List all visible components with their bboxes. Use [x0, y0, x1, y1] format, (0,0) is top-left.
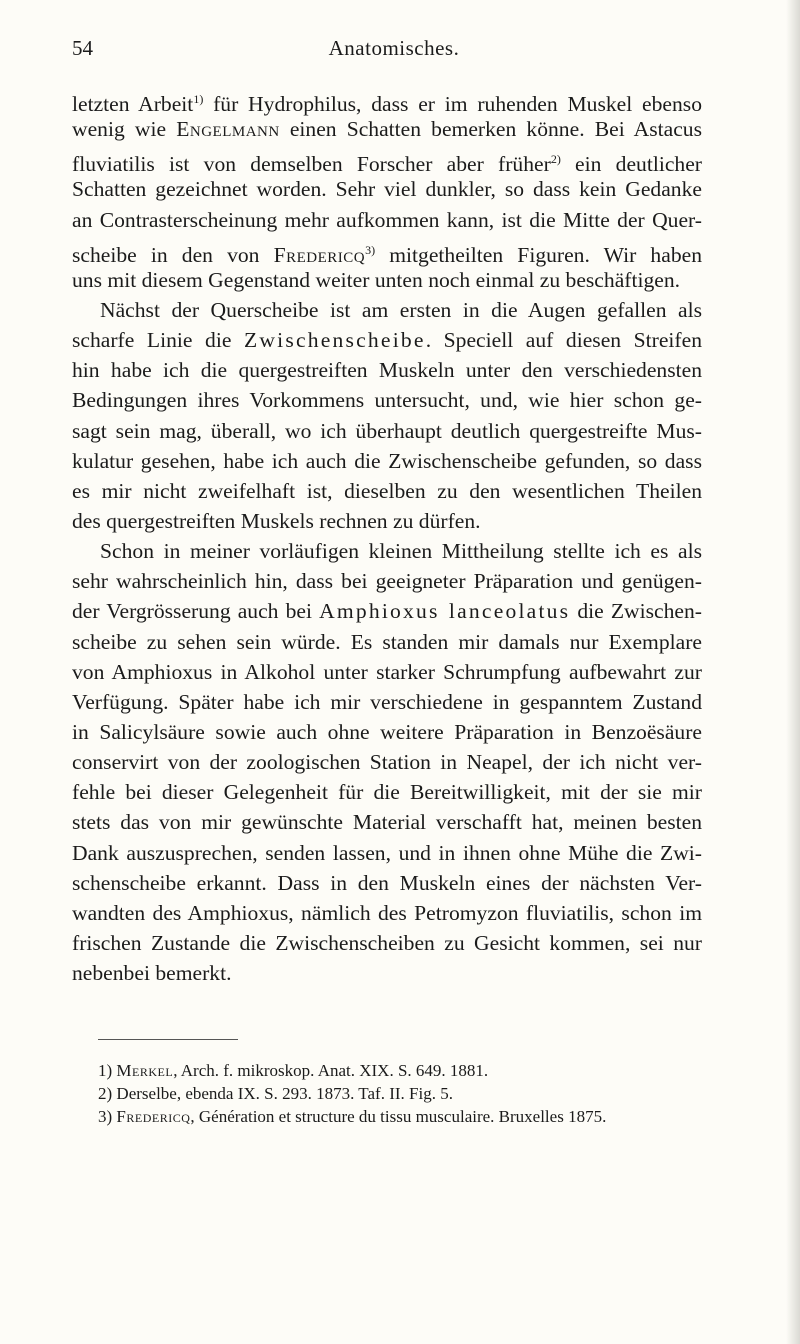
author-name: Merkel [116, 1061, 174, 1080]
footnote: 2) Derselbe, ebenda IX. S. 293. 1873. Taf. II. Fig. 5. [98, 1084, 453, 1103]
text-line: Bedingungen ihres Vorkommens untersucht, und, wie hier schon ge- [72, 388, 702, 413]
text-line: Verfügung. Später habe ich mir verschiedene in gespanntem Zustand [72, 689, 702, 714]
text-line: fluviatilis ist von demselben Forscher aber früher$^{2)}$ ein deutlicher [72, 152, 703, 177]
author-name: Fredericq [116, 1107, 191, 1126]
footnotes [98, 1059, 738, 1128]
text-line: scharfe Linie die Zwischenscheibe. Speciell auf diesen Streifen [72, 328, 702, 353]
species-name: Amphioxus lanceolatus [319, 599, 571, 624]
text-line: hin habe ich die quergestreiften Muskeln unter den verschiedensten [72, 358, 702, 383]
text-line: Schatten gezeichnet worden. Sehr viel dunkler, so dass kein Gedanke [72, 177, 702, 202]
text-line: scheibe in den von Fredericq$^{3)}$ mitgetheilten Figuren. Wir haben [72, 242, 702, 267]
page-edge-shadow [786, 0, 800, 1344]
text-line: in Salicylsäure sowie auch ohne weitere Präparation in Benzoësäure [72, 719, 702, 744]
text-line: sagt sein mag, überall, wo ich überhaupt deutlich quergestreifte Mus- [72, 418, 702, 443]
text-line: fehle bei dieser Gelegenheit für die Bereitwilligkeit, mit der sie mir [72, 780, 702, 805]
footnote: 3) Fredericq, Génération et structure du tissu musculaire. Bruxelles 1875. [98, 1107, 607, 1126]
text-line: Nächst der Querscheibe ist am ersten in die Augen gefallen als [100, 297, 702, 322]
text-line: sehr wahrscheinlich hin, dass bei geeigneter Präparation und genügen- [72, 569, 702, 594]
text-line: scheibe zu sehen sein würde. Es standen mir damals nur Exemplare [72, 629, 702, 654]
body-text [72, 84, 702, 988]
author-name: Engelmann [176, 117, 280, 142]
footnote-divider [98, 1039, 238, 1040]
emphasized-term: Zwischenscheibe [243, 328, 426, 353]
page-header [72, 36, 716, 76]
text-line: es mir nicht zweifelhaft ist, dieselben zu den wesentlichen Theilen [72, 478, 702, 503]
text-line: wenig wie Engelmann einen Schatten bemerken könne. Bei Astacus [72, 117, 702, 142]
text-line: Dank auszusprechen, senden lassen, und in ihnen ohne Mühe die Zwi- [72, 840, 702, 865]
text-line: wandten des Amphioxus, nämlich des Petromyzon fluviatilis, schon im [72, 900, 702, 925]
text-line: nebenbei bemerkt. [72, 961, 232, 986]
text-line: uns mit diesem Gegenstand weiter unten noch einmal zu beschäftigen. [72, 267, 681, 292]
text-line: stets das von mir gewünschte Material verschafft hat, meinen besten [72, 810, 702, 835]
running-title: Anatomisches. [328, 36, 460, 60]
text-line: von Amphioxus in Alkohol unter starker Schrumpfung aufbewahrt zur [72, 659, 702, 684]
text-line: des quergestreiften Muskels rechnen zu dürfen. [72, 508, 481, 533]
text-line: conservirt von der zoologischen Station in Neapel, der ich nicht ver- [72, 750, 702, 775]
text-line: schenscheibe erkannt. Dass in den Muskeln eines der nächsten Ver- [72, 870, 702, 895]
text-line: kulatur gesehen, habe ich auch die Zwischenscheibe gefunden, so dass [72, 448, 702, 473]
text-line: Schon in meiner vorläufigen kleinen Mittheilung stellte ich es als [100, 539, 702, 564]
text-line: an Contrasterscheinung mehr aufkommen kann, ist die Mitte der Quer- [72, 207, 702, 232]
page-number: 54 [72, 36, 93, 60]
author-name: Fredericq [273, 242, 366, 267]
footnote: 1) Merkel, Arch. f. mikroskop. Anat. XIX. S. 649. 1881. [98, 1061, 489, 1080]
text-line: frischen Zustande die Zwischenscheiben zu Gesicht kommen, sei nur [72, 930, 702, 955]
text-line: letzten Arbeit$^{1)}$ für Hydrophilus, dass er im ruhenden Muskel ebenso [72, 92, 702, 116]
text-line: der Vergrösserung auch bei Amphioxus lanceolatus die Zwischen- [72, 599, 702, 624]
